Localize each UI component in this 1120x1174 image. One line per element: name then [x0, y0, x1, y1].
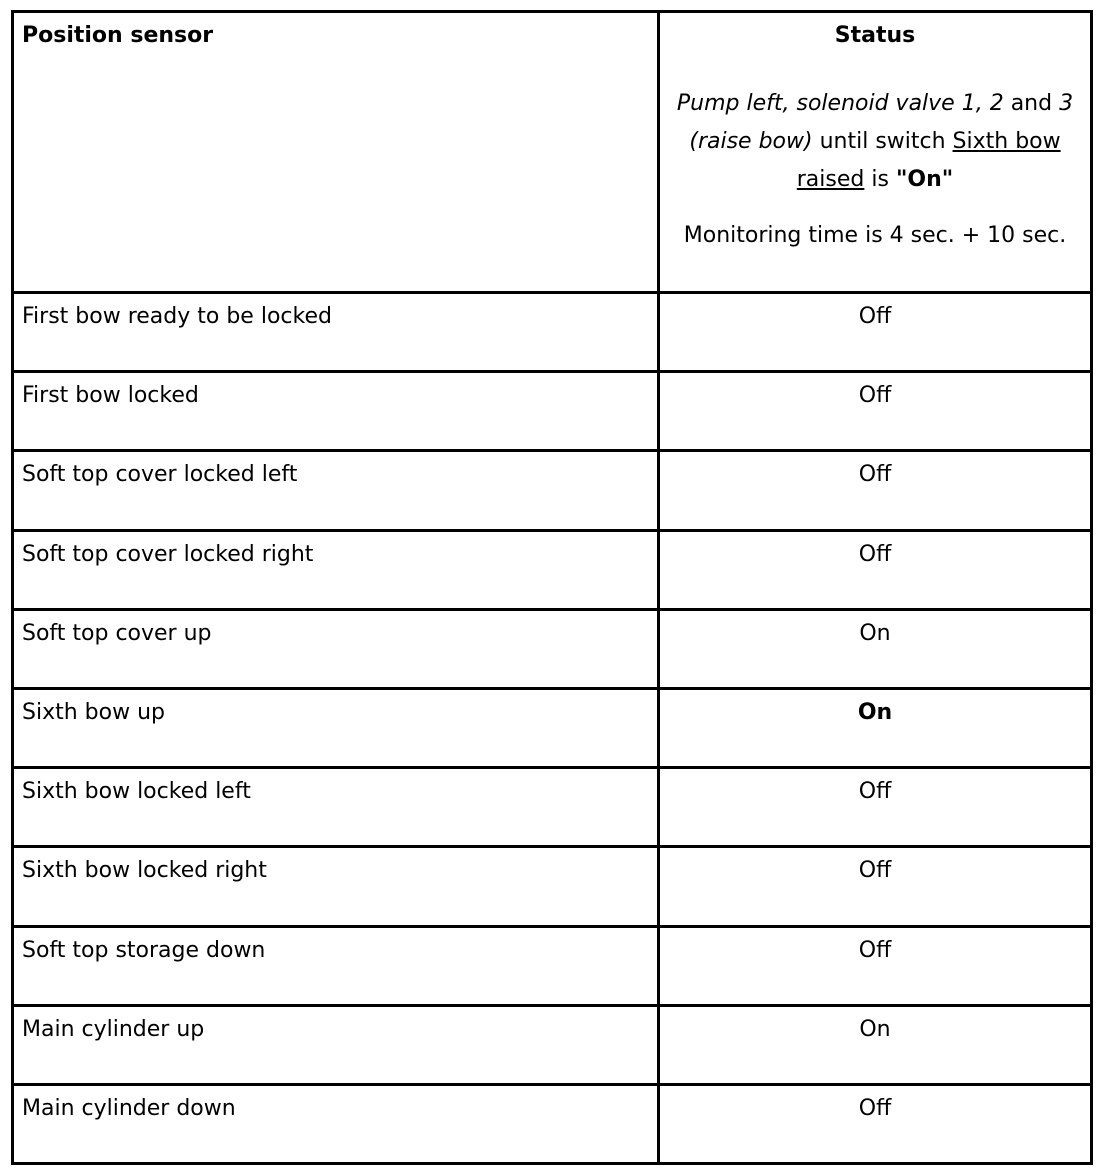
sensor-name-cell: Sixth bow locked right [13, 847, 659, 926]
sensor-status-cell: Off [659, 451, 1092, 530]
table-row [13, 609, 1092, 688]
sensor-name-cell: First bow locked [13, 372, 659, 451]
table-row [13, 530, 1092, 609]
table-row [13, 293, 1092, 372]
sensor-name-cell: Soft top cover up [13, 609, 659, 688]
sensor-status-cell: Off [659, 293, 1092, 372]
header-sensor-label: Position sensor [22, 23, 214, 48]
header-status-label: Status [834, 23, 916, 48]
table-row [13, 1005, 1092, 1084]
table-row [13, 847, 1092, 926]
table-header-row [13, 12, 1092, 293]
table-row [13, 768, 1092, 847]
desc-on-value: "On" [895, 167, 954, 192]
sensor-status-cell: Off [659, 372, 1092, 451]
sensor-name-cell: Sixth bow locked left [13, 768, 659, 847]
status-description [668, 85, 1082, 199]
sensor-status-cell: On [659, 609, 1092, 688]
desc-and: and [1003, 91, 1060, 116]
table-row [13, 926, 1092, 1005]
sensor-name-cell: First bow ready to be locked [13, 293, 659, 372]
table-row [13, 1084, 1092, 1163]
sensor-name-cell: Sixth bow up [13, 688, 659, 767]
desc-switch-name: Sixth bow raised [796, 129, 1061, 192]
desc-until: until switch [812, 129, 953, 154]
sensor-status-cell: Off [659, 768, 1092, 847]
table-row [13, 688, 1092, 767]
sensor-status-cell: Off [659, 530, 1092, 609]
sensor-status-cell: On [659, 1005, 1092, 1084]
desc-italic-1: Pump left, solenoid valve 1, 2 [676, 91, 1004, 116]
sensor-name-cell: Main cylinder down [13, 1084, 659, 1163]
table-row [13, 451, 1092, 530]
monitoring-time: Monitoring time is 4 sec. + 10 sec. [683, 223, 1067, 248]
sensor-status-cell: On [659, 688, 1092, 767]
sensor-status-cell: Off [659, 1084, 1092, 1163]
sensor-name-cell: Soft top cover locked right [13, 530, 659, 609]
sensor-name-cell: Soft top cover locked left [13, 451, 659, 530]
sensor-status-cell: Off [659, 926, 1092, 1005]
header-status-cell [659, 12, 1092, 293]
desc-is: is [864, 167, 896, 192]
table-row [13, 372, 1092, 451]
sensor-name-cell: Main cylinder up [13, 1005, 659, 1084]
sensor-name-cell: Soft top storage down [13, 926, 659, 1005]
desc-italic-2: 3 (raise bow) [689, 91, 1074, 154]
sensor-status-table [11, 10, 1093, 1165]
sensor-status-cell: Off [659, 847, 1092, 926]
header-sensor-cell [13, 12, 659, 293]
